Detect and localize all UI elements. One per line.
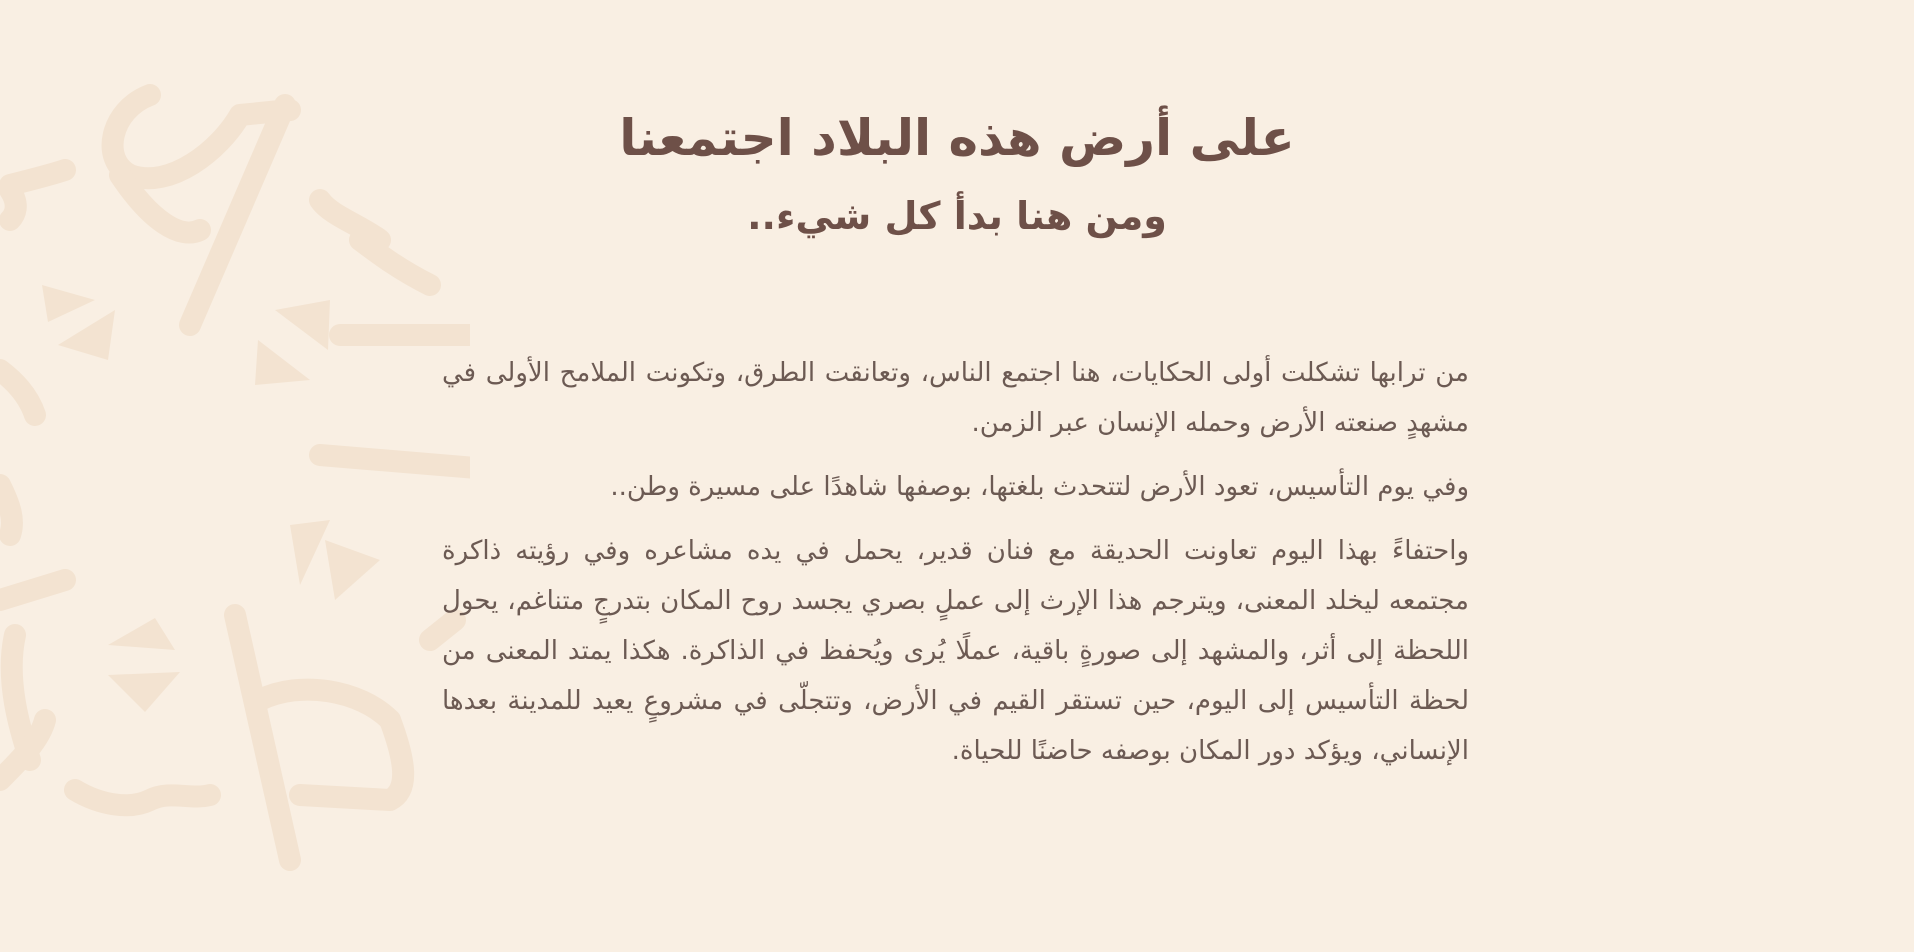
paragraph-founding-day: وفي يوم التأسيس، تعود الأرض لتتحدث بلغتها، بوصفها شاهدًا على مسيرة وطن.. bbox=[610, 472, 1469, 502]
paragraph-origins: من ترابها تشكلت أولى الحكايات، هنا اجتمع الناس، وتعانقت الطرق، وتكونت الملامح الأولى في مشهدٍ صنعته الأرض وحمله الإنسان عبر الزمن. bbox=[442, 358, 1469, 438]
page-title: على أرض هذه البلاد اجتمعنا bbox=[619, 109, 1295, 167]
paragraph-artwork: واحتفاءً بهذا اليوم تعاونت الحديقة مع فنان قدير، يحمل في يده مشاعره وفي رؤيته ذاكرة مجتمعه ليخلد المعنى، ويترجم هذا الإرث إلى عملٍ بصري يجسد روح المكان بتدرجٍ متناغم، يحول اللحظة إلى أثر، والمشهد إلى صورةٍ باقية، عملًا يُرى ويُحفظ في الذاكرة. هكذا يمتد المعنى من لحظة التأسيس إلى اليوم، حين تستقر القيم في الأرض، وتتجلّى في مشروعٍ يعيد للمدينة بعدها الإنساني، ويؤكد دور المكان بوصفه حاضنًا للحياة. bbox=[442, 536, 1469, 766]
page-subtitle: ومن هنا بدأ كل شيء.. bbox=[747, 194, 1167, 238]
body-text bbox=[442, 348, 1469, 790]
